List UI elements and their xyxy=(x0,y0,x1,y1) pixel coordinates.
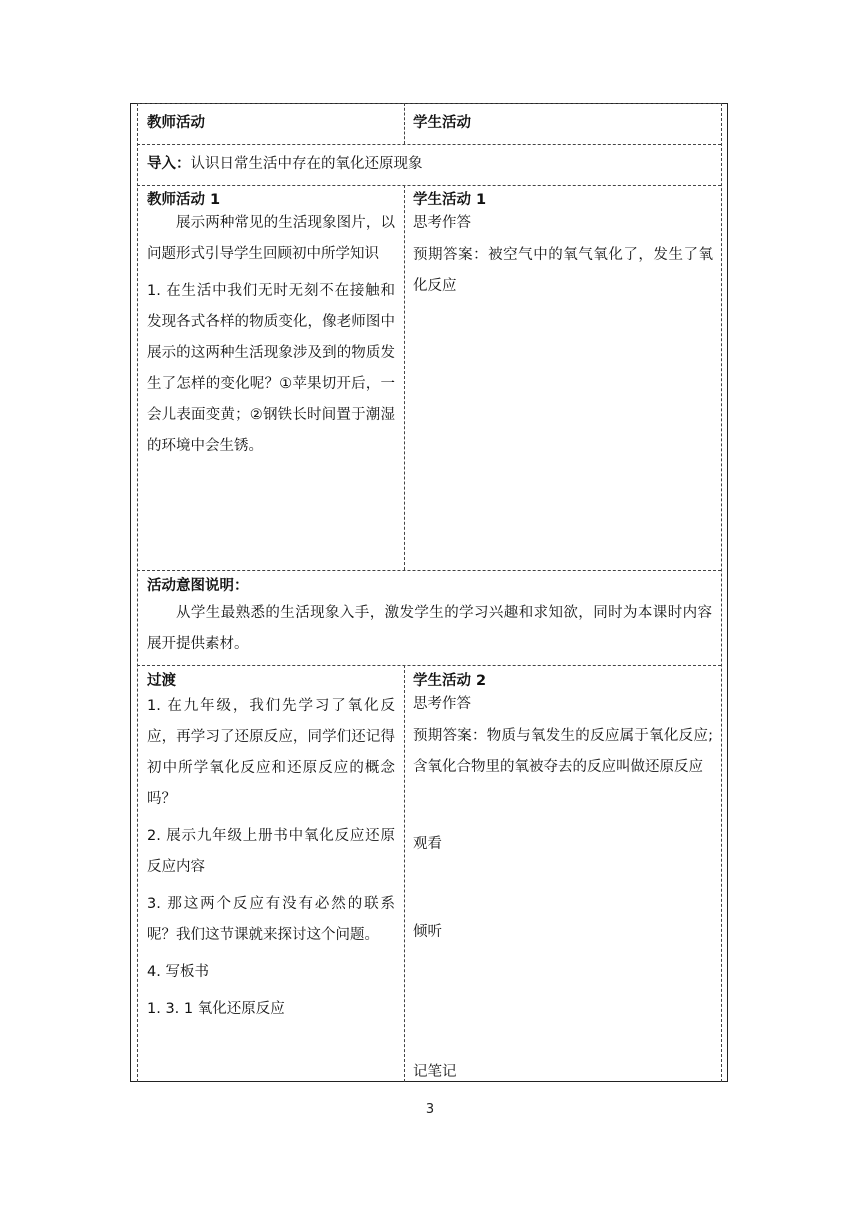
transition-item: 1. 在九年级，我们先学习了氧化反应，再学习了还原反应，同学们还记得初中所学氧化反应和还原反应的概念吗？ xyxy=(147,698,395,807)
page-number: 3 xyxy=(425,1102,435,1117)
student-activity-2-cell xyxy=(413,669,713,783)
student-activity-2-response: 思考作答 xyxy=(413,696,471,712)
row-divider xyxy=(137,570,721,571)
intent-label: 活动意图说明： xyxy=(147,578,249,594)
transition-item: 1. 3. 1 氧化还原反应 xyxy=(147,1001,285,1017)
column-divider-left xyxy=(137,103,138,1082)
intent-text: 从学生最熟悉的生活现象入手，激发学生的学习兴趣和求知欲，同时为本课时内容展开提供素材。 xyxy=(147,605,712,652)
transition-title: 过渡 xyxy=(147,673,176,689)
column-divider-middle xyxy=(404,103,405,144)
intro-text: 认识日常生活中存在的氧化还原现象 xyxy=(190,156,423,172)
student-activity-1-cell xyxy=(413,188,713,302)
student-take-notes: 记笔记 xyxy=(413,1064,457,1080)
student-activity-1-response: 思考作答 xyxy=(413,215,471,231)
transition-item: 4. 写板书 xyxy=(147,964,209,980)
header-teacher-activity: 教师活动 xyxy=(147,115,205,131)
intro-row xyxy=(147,149,712,180)
column-divider-right xyxy=(721,103,722,1082)
teacher-activity-1-question: 1. 在生活中我们无时无刻不在接触和发现各式各样的物质变化，像老师图中展示的这两种生活现象涉及到的物质发生了怎样的变化呢？①苹果切开后，一会儿表面变黄；②钢铁长时间置于潮湿的环境中会生锈。 xyxy=(147,283,395,454)
row-divider xyxy=(137,103,721,104)
student-activity-2-answer: 预期答案：物质与氧发生的反应属于氧化反应;含氧化合物里的氧被夺去的反应叫做还原反应 xyxy=(413,728,713,775)
student-activity-1-title: 学生活动 1 xyxy=(413,192,487,208)
teacher-activity-1-intro: 展示两种常见的生活现象图片，以问题形式引导学生回顾初中所学知识 xyxy=(147,215,395,262)
student-watch: 观看 xyxy=(413,836,442,852)
intent-row xyxy=(147,574,712,660)
student-listen: 倾听 xyxy=(413,924,442,940)
header-student-activity: 学生活动 xyxy=(413,115,471,131)
teacher-activity-1-cell xyxy=(147,188,395,462)
row-divider xyxy=(137,144,721,145)
transition-cell xyxy=(147,669,395,1025)
column-divider-middle xyxy=(404,665,405,1082)
column-divider-middle xyxy=(404,185,405,570)
transition-item: 2. 展示九年级上册书中氧化反应还原反应内容 xyxy=(147,828,395,875)
teacher-activity-1-title: 教师活动 1 xyxy=(147,192,221,208)
student-activity-2-title: 学生活动 2 xyxy=(413,673,487,689)
row-divider xyxy=(137,185,721,186)
student-activity-1-answer: 预期答案：被空气中的氧气氧化了，发生了氧化反应 xyxy=(413,247,713,294)
intro-label: 导入： xyxy=(147,156,191,172)
transition-item: 3. 那这两个反应有没有必然的联系呢？我们这节课就来探讨这个问题。 xyxy=(147,896,395,943)
row-divider xyxy=(137,665,721,666)
